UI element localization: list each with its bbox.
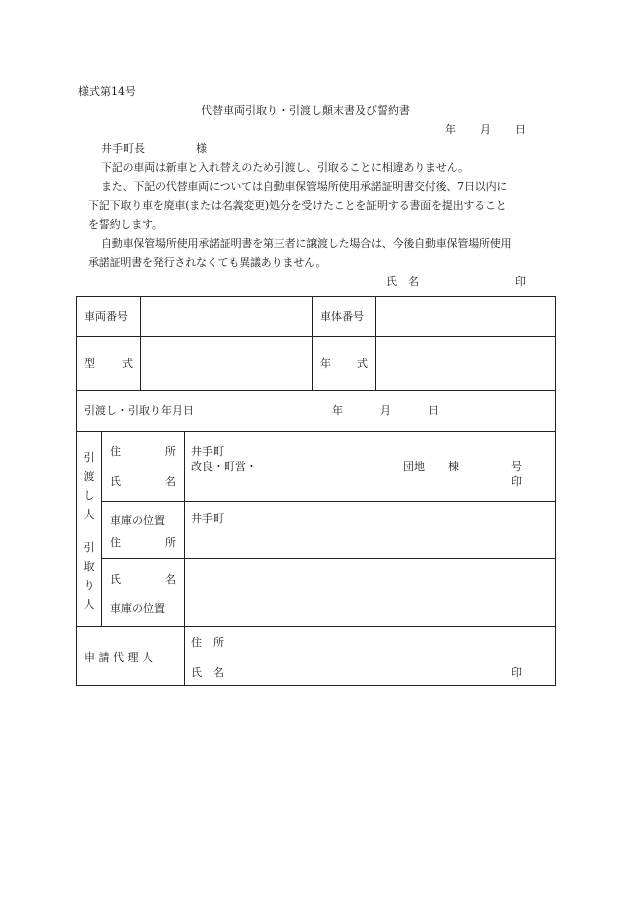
document-title: 代替車両引取り・引渡し顛末書及び誓約書	[201, 104, 410, 117]
paragraph-1: 下記の車両は新車と入れ替えのため引渡し、引取ることに相違ありません。	[101, 161, 469, 174]
date-month-label: 月	[480, 123, 491, 136]
date-day-label: 日	[515, 123, 526, 136]
paragraph-2-line-2: 下記下取り車を廃車(または名義変更)処分を受けたことを証明する書面を提出すること	[88, 199, 507, 212]
address-label-1: 住	[110, 445, 121, 458]
model-label-1: 型	[84, 357, 95, 370]
signature-mei-label: 名	[408, 275, 419, 288]
vehicle-number-label: 車両番号	[84, 310, 128, 323]
receiver-party-vertical-label	[82, 538, 96, 614]
unit-number-label: 号	[511, 460, 522, 473]
handover-seal-mark: 印	[511, 475, 522, 488]
paragraph-2-line-3: を誓約します。	[88, 218, 163, 231]
transfer-date-label: 引渡し・引取り年月日	[84, 404, 194, 417]
receiver-garage-location-label: 車庫の位置	[110, 602, 165, 615]
housing-complex-label: 団地	[403, 460, 425, 473]
address-label-2: 所	[165, 445, 176, 458]
garage-address-label-1: 住	[110, 536, 121, 549]
name-label-1: 氏	[110, 475, 121, 488]
year-label-1: 年	[320, 357, 331, 370]
agent-seal-mark: 印	[511, 666, 522, 679]
transfer-date-month: 月	[380, 404, 391, 417]
paragraph-3-line-1: 自動車保管場所使用承諾証明書を第三者に譲渡した場合は、今後自動車保管場所使用	[101, 237, 512, 250]
agent-address-label: 住 所	[191, 636, 224, 649]
agent-name-label: 氏 名	[191, 666, 224, 679]
address-value-line-1: 井手町	[191, 445, 224, 458]
receiver-party-char-2: り	[83, 579, 95, 592]
garage-address-value: 井手町	[191, 512, 224, 525]
receiver-name-label-1: 氏	[110, 573, 121, 586]
handover-party-char-1: 渡	[83, 470, 95, 483]
addressee-honorific: 様	[196, 142, 207, 155]
receiver-party-char-0: 引	[83, 541, 95, 554]
handover-party-vertical-label	[82, 448, 96, 524]
date-year-label: 年	[445, 123, 456, 136]
garage-address-label-2: 所	[165, 536, 176, 549]
paragraph-3-line-2: 承諾証明書を発行されなくても異議ありません。	[88, 256, 327, 269]
name-label-2: 名	[165, 475, 176, 488]
body-number-label: 車体番号	[320, 310, 364, 323]
transfer-date-day: 日	[428, 404, 439, 417]
form-number: 様式第14号	[78, 85, 136, 98]
vehicle-info-table	[76, 296, 556, 686]
receiver-name-label-2: 名	[165, 573, 176, 586]
garage-location-label: 車庫の位置	[110, 514, 165, 527]
receiver-party-char-3: 人	[83, 598, 95, 611]
year-label-2: 式	[357, 357, 368, 370]
handover-party-char-3: 人	[83, 508, 95, 521]
signature-seal-mark: 印	[515, 275, 526, 288]
handover-party-char-0: 引	[83, 451, 95, 464]
handover-party-char-2: し	[83, 489, 95, 502]
transfer-date-year: 年	[332, 404, 343, 417]
building-label: 棟	[448, 460, 459, 473]
address-value-line-2: 改良・町営・	[191, 460, 257, 473]
applicant-agent-label: 申 請 代 理 人	[84, 651, 153, 664]
addressee-name: 井手町長	[101, 142, 145, 155]
signature-shi-label: 氏	[386, 275, 397, 288]
paragraph-2-line-1: また、下記の代替車両については自動車保管場所使用承諾証明書交付後、7日以内に	[101, 180, 508, 193]
receiver-party-char-1: 取	[83, 560, 95, 573]
model-label-2: 式	[122, 357, 133, 370]
